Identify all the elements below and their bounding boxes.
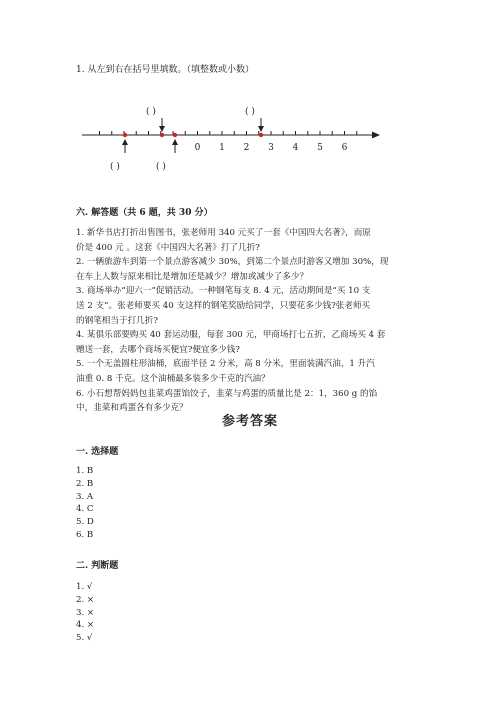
tick-label: 0	[194, 143, 201, 153]
list-item: 4. ×	[76, 620, 95, 631]
bracket-top-2: ( )	[245, 107, 255, 117]
section-6-body	[76, 226, 432, 416]
list-item: 6. B	[76, 529, 94, 540]
answer-title: 参考答案	[221, 414, 278, 429]
text-line: 4. 某俱乐部要购买 40 套运动服，每套 300 元，甲商场打七五折，乙商场买 4 套	[76, 330, 386, 341]
list-item: 5. √	[76, 633, 93, 644]
marker-point	[173, 133, 177, 137]
tick-label: 3	[268, 143, 274, 153]
text-line: 油重 0. 8 千克。这个油桶最多装多少千克的汽油？	[76, 373, 270, 384]
marker-point	[259, 133, 263, 137]
judge-section-title: 二. 判断题	[76, 561, 119, 571]
list-item: 2. B	[76, 478, 94, 489]
text-line: 3. 商场举办“迎六一”促销活动。一种钢笔每支 8. 4 元，活动期间是“买 10 支	[76, 286, 371, 297]
arrow-up-icon	[172, 139, 178, 153]
choice-answer-list	[76, 465, 94, 542]
marker-point	[160, 133, 164, 137]
text-line: 送 2 支”。张老师要买 40 支这样的钢笔奖励给同学，只要花多少钱?张老师买	[76, 300, 371, 311]
text-line: 5. 一个无盖圆柱形油桶，底面半径 2 分米，高 8 分米，里面装满汽油，1 升汽	[76, 359, 375, 370]
tick-label: 2	[243, 143, 250, 153]
list-item: 4. C	[76, 504, 94, 515]
text-line: 赠送一套，去哪个商场买便宜?便宜多少钱?	[76, 344, 240, 355]
text-line: 1. 新华书店打折出售图书，张老师用 340 元买了一套《中国四大名著》，而原	[76, 228, 371, 238]
axis-arrow-icon	[372, 132, 380, 139]
question-1-text: 1. 从左到右在括号里填数。（填整数或小数）	[76, 65, 254, 75]
bracket-bottom-2: ( )	[156, 162, 166, 172]
axis-ticks	[100, 131, 357, 135]
judge-answer-list	[76, 581, 94, 645]
number-line-figure	[0, 95, 500, 175]
marker-point	[123, 133, 127, 137]
tick-label: 4	[292, 143, 299, 153]
list-item: 5. D	[76, 517, 94, 528]
bracket-bottom-1: ( )	[110, 162, 120, 172]
arrow-up-icon	[122, 139, 128, 153]
arrow-down-icon	[159, 118, 165, 132]
text-line: 6. 小石想帮妈妈包韭菜鸡蛋馅饺子，韭菜与鸡蛋的质量比是 2：1，360 g 的馅	[76, 388, 378, 399]
tick-label: 5	[317, 143, 323, 153]
text-line: 2. 一辆旅游车到第一个景点游客减少 30%，到第二个景点时游客又增加 30%，现	[76, 257, 389, 268]
tick-label: 1	[219, 143, 225, 153]
list-item: 1. B	[76, 466, 94, 476]
bracket-top-1: ( )	[146, 107, 156, 117]
list-item: 1. √	[76, 582, 93, 592]
text-line: 在车上人数与原来相比是增加还是减少？增加或减少了多少？	[76, 271, 309, 282]
text-line: 中，韭菜和鸡蛋各有多少克？	[76, 403, 188, 414]
list-item: 3. A	[76, 491, 94, 502]
section-6-title: 六. 解答题（共 6 题，共 30 分）	[76, 208, 213, 218]
arrow-down-icon	[258, 118, 264, 132]
list-item: 2. ×	[76, 594, 95, 605]
text-line: 的钢笔相当于打几折?	[76, 315, 158, 326]
tick-label: 6	[341, 143, 348, 153]
text-line: 价是 400 元 。这套《中国四大名著》打了几折?	[76, 242, 260, 253]
choice-section-title: 一. 选择题	[76, 447, 119, 457]
list-item: 3. ×	[76, 607, 95, 618]
